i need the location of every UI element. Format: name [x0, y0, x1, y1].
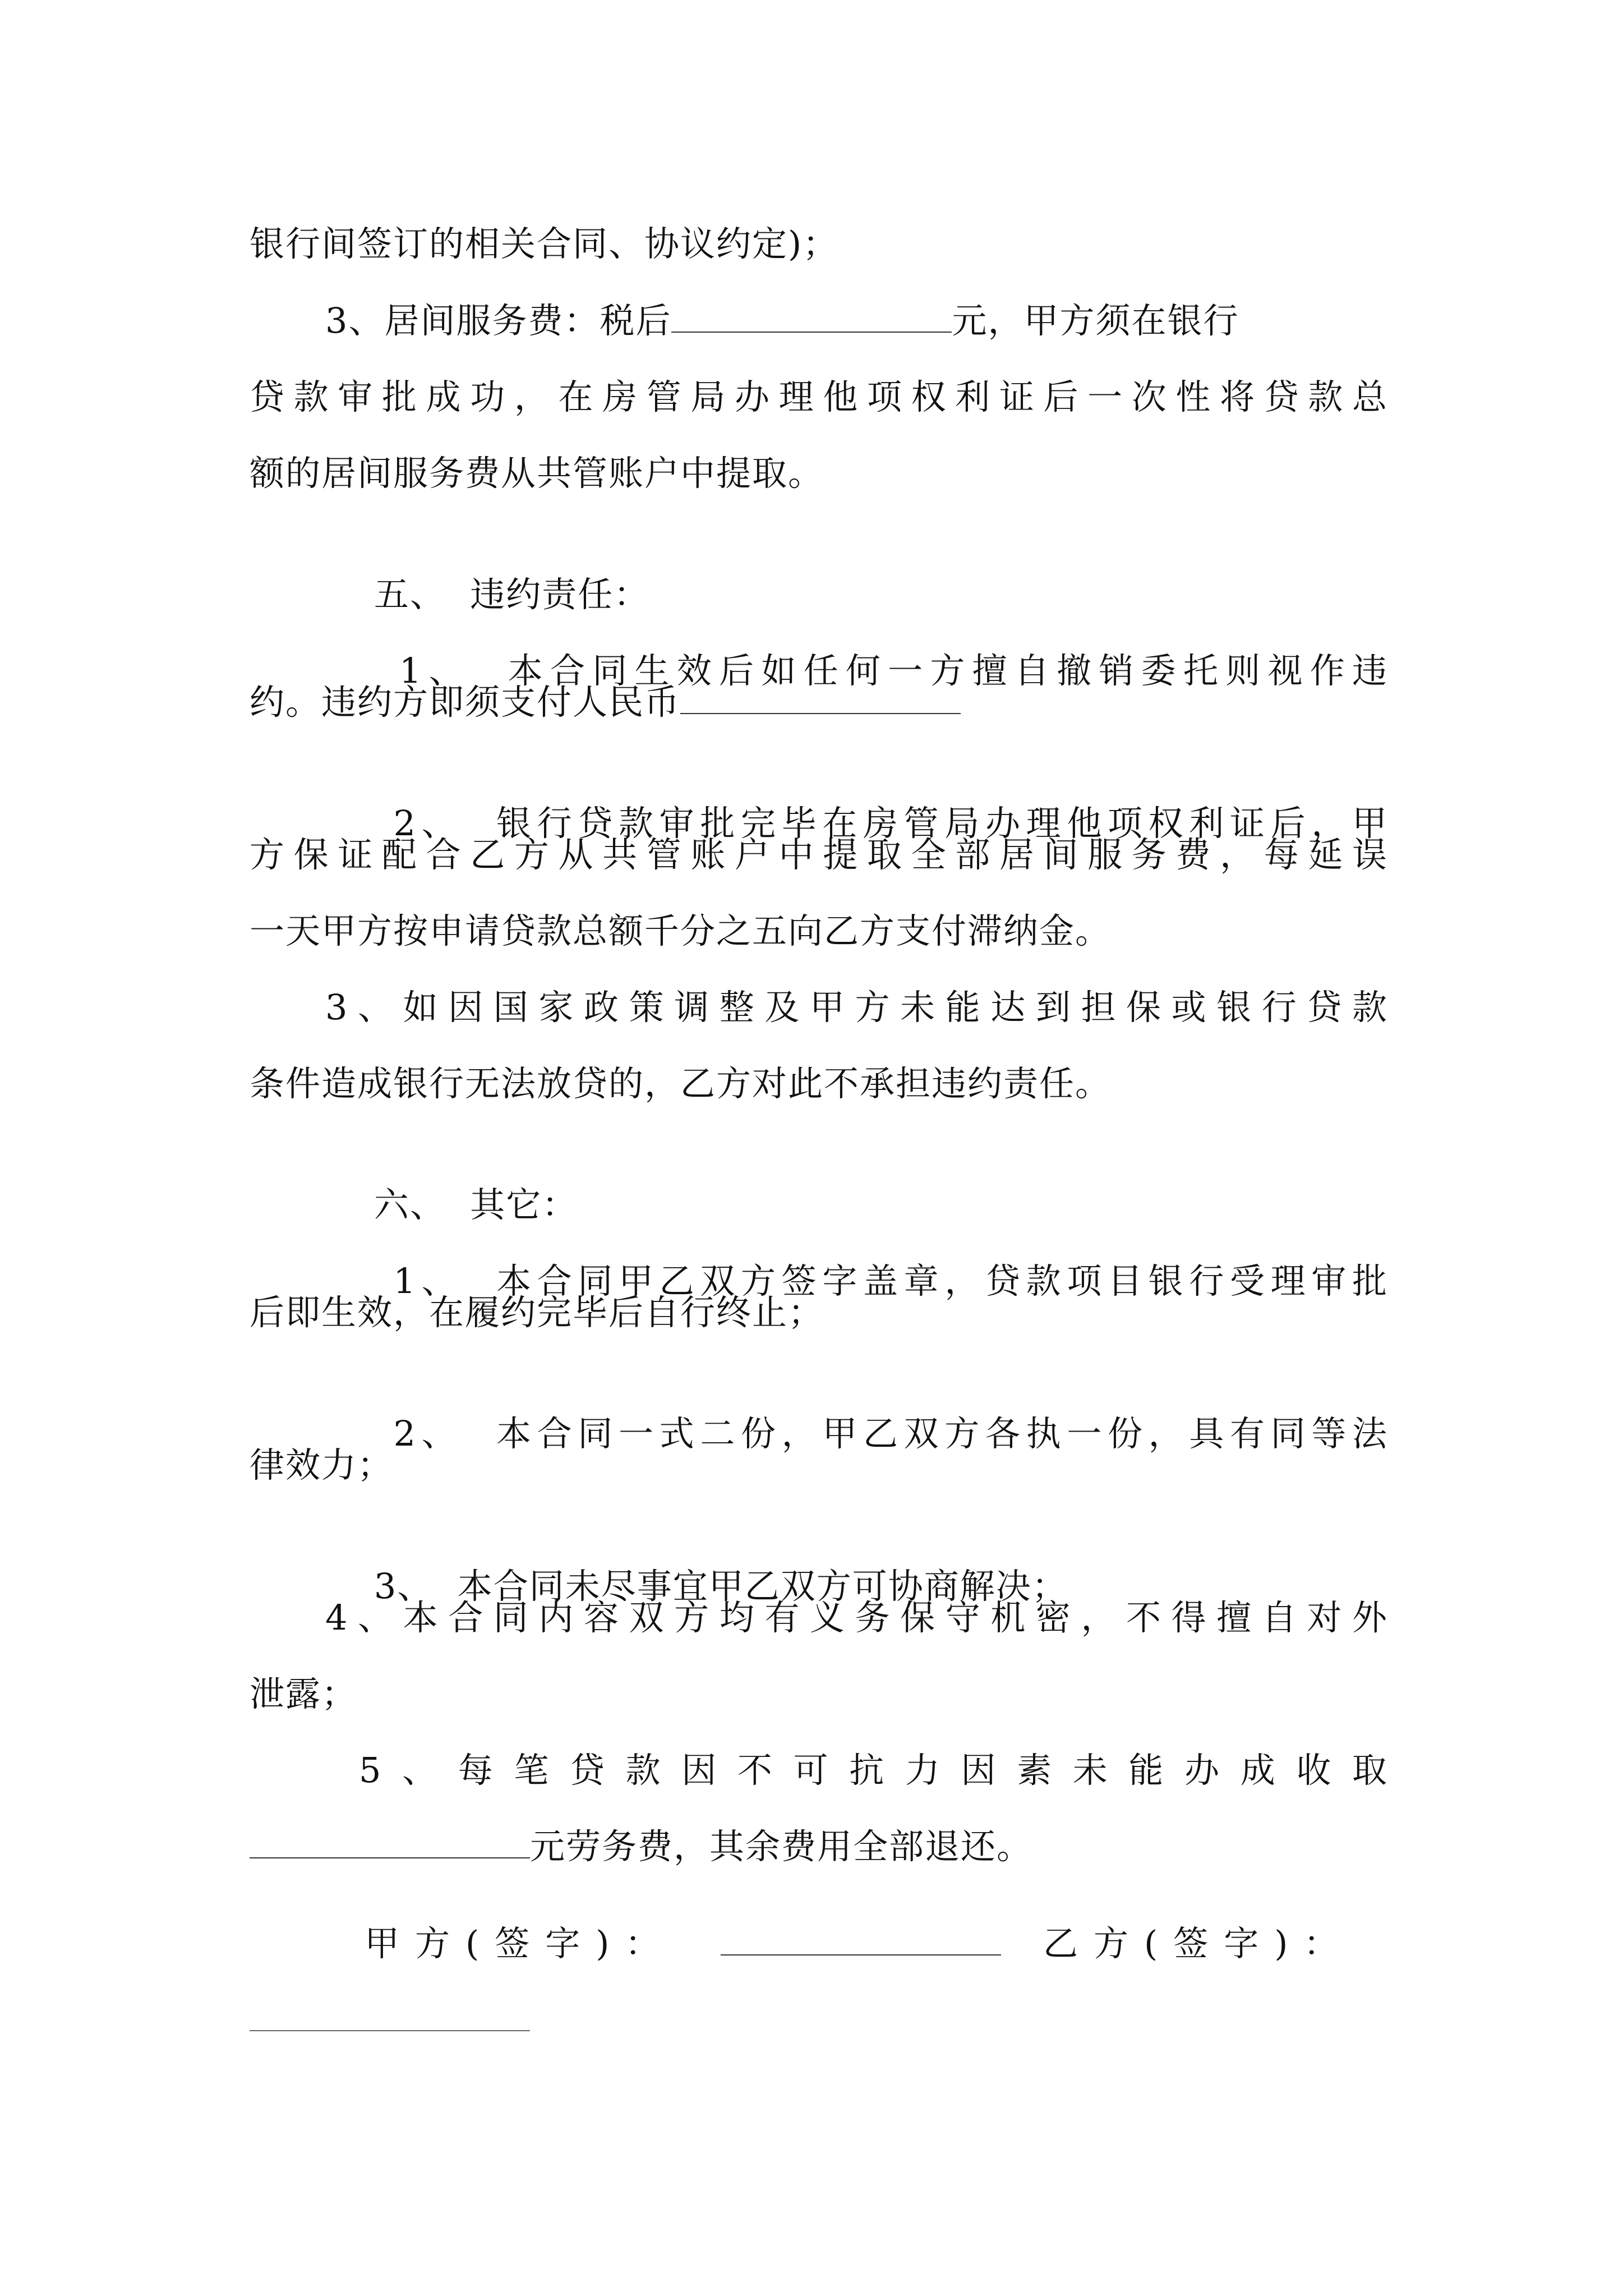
text: 方保证配合乙方从共管账户中提取全部居间服务费，每延误 [250, 834, 1388, 875]
text-line-10 [250, 909, 1111, 954]
text: 4、本合同内容双方均有义务保守机密，不得擅自对外 [325, 1597, 1388, 1638]
service-fee-line [325, 298, 1239, 343]
text: 元，甲方须在银行 [952, 300, 1239, 341]
text-line-21 [359, 1748, 1388, 1793]
text: 后即生效，在履约完毕后自行终止； [250, 1292, 824, 1333]
penalty-line [250, 680, 961, 725]
text: 3、如因国家政策调整及甲方未能达到担保或银行贷款 [325, 987, 1388, 1028]
section-title: 六、 其它： [374, 1184, 578, 1225]
text: 乙方(签字)： [1043, 1923, 1354, 1964]
text: 甲方(签字)： [365, 1923, 676, 1964]
text-line-20 [250, 1672, 357, 1717]
party-a-signature-label [365, 1921, 675, 1966]
text: 银行间签订的相关合同、协议约定)； [250, 223, 839, 264]
text-line-17 [250, 1443, 393, 1488]
text: 元劳务费，其余费用全部退还。 [530, 1826, 1033, 1867]
text-line-15 [250, 1290, 824, 1335]
text: 1、 本合同生效后如任何一方擅自撤销委托则视作违 [399, 650, 1388, 691]
text: 泄露； [250, 1673, 358, 1714]
text-line-12 [250, 1061, 1111, 1106]
penalty-amount-blank[interactable] [680, 680, 961, 714]
party-b-signature-line [250, 1997, 530, 2042]
text: 5、每笔贷款因不可抗力因素未能办成收取 [359, 1750, 1388, 1791]
party-a-signature-blank[interactable] [721, 1922, 1001, 1955]
text-line-16 [325, 1366, 1388, 1501]
party-b-signature-label [1043, 1921, 1354, 1966]
service-fee-blank[interactable] [671, 299, 952, 333]
labor-fee-blank[interactable] [250, 1825, 530, 1858]
labor-fee-line [250, 1824, 1032, 1869]
text: 律效力； [250, 1444, 394, 1485]
party-a-signature-line [721, 1921, 1001, 1966]
text: 额的居间服务费从共管账户中提取。 [250, 453, 824, 494]
text: 2、 银行贷款审批完毕在房管局办理他项权利证后，甲 [393, 803, 1388, 844]
text: 3、居间服务费：税后 [325, 300, 672, 341]
text-line-4 [250, 451, 824, 496]
text-line-19 [325, 1595, 1388, 1640]
text: 条件造成银行无法放贷的，乙方对此不承担违约责任。 [250, 1063, 1112, 1104]
text: 3、 本合同未尽事宜甲乙双方可协商解决； [374, 1566, 1068, 1607]
text-line-3 [250, 375, 1388, 420]
text-line-1 [250, 222, 838, 266]
text-line-11 [325, 985, 1388, 1030]
text: 1、 本合同甲乙双方签字盖章，贷款项目银行受理审批 [393, 1260, 1388, 1301]
text: 一天甲方按申请贷款总额千分之五向乙方支付滞纳金。 [250, 910, 1112, 951]
text-line-9 [250, 832, 1388, 877]
text: 2、 本合同一式二份，甲乙双方各执一份，具有同等法 [393, 1413, 1388, 1454]
text: 贷款审批成功，在房管局办理他项权利证后一次性将贷款总 [250, 376, 1388, 417]
section-title: 五、 违约责任： [374, 574, 650, 615]
text: 约。违约方即须支付人民币 [250, 682, 681, 723]
party-b-signature-blank[interactable] [250, 1998, 530, 2031]
